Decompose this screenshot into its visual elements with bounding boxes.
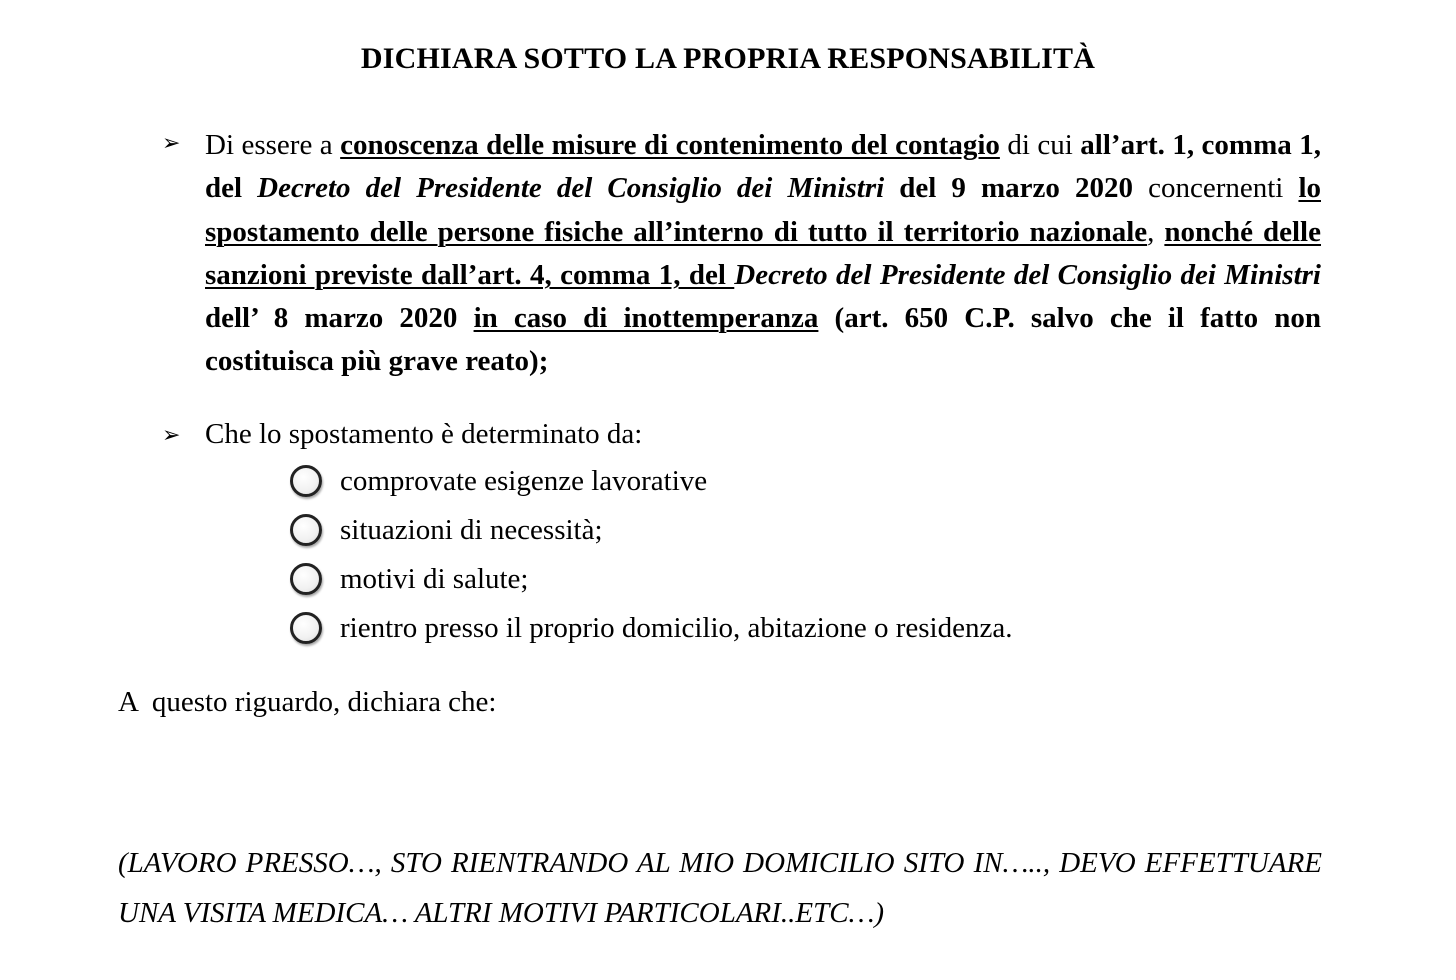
text-run: del 9 marzo 2020 <box>884 172 1133 205</box>
text-run: (art. 650 C.P. salvo che il fatto non costituisca più grave reato); <box>205 302 1321 378</box>
movement-reason-intro: Che lo spostamento è determinato da: <box>205 418 643 450</box>
text-run: di cui <box>999 129 1081 161</box>
text-run: dell’ 8 marzo 2020 <box>205 302 474 335</box>
reason-option <box>290 608 1012 648</box>
radio-button[interactable] <box>290 612 322 644</box>
example-reasons-note: (LAVORO PRESSO…, STO RIENTRANDO AL MIO DOMICILIO SITO IN….., DEVO EFFETTUARE UNA VISITA MEDICA… ALTRI MOTIVI PARTICOLARI..ETC…) <box>118 847 1322 929</box>
text-run: Decreto del Presidente del Consiglio dei Ministri <box>734 258 1321 291</box>
reason-option-label: rientro presso il proprio domicilio, abitazione o residenza. <box>340 611 1013 644</box>
reason-option <box>290 510 603 550</box>
text-run: all’art. 1, comma 1, del <box>205 129 1321 205</box>
reason-option-label: situazioni di necessità; <box>340 513 603 546</box>
text-run: Decreto del Presidente del Consiglio dei Ministri <box>257 172 885 205</box>
reason-option <box>290 559 529 599</box>
page-title: DICHIARA SOTTO LA PROPRIA RESPONSABILITÀ <box>360 42 1096 75</box>
arrow-bullet-icon: ➢ <box>162 130 181 155</box>
radio-button[interactable] <box>290 465 322 497</box>
radio-button[interactable] <box>290 563 322 595</box>
reason-option <box>290 461 707 501</box>
reason-option-label: comprovate esigenze lavorative <box>340 464 708 497</box>
text-run: , <box>1147 215 1165 248</box>
text-run: Di essere a <box>205 129 341 161</box>
text-run: concernenti <box>1133 172 1299 205</box>
declaration-knowledge-paragraph <box>205 124 1321 384</box>
regard-statement: A questo riguardo, dichiara che: <box>118 686 497 718</box>
reason-option-label: motivi di salute; <box>340 562 529 595</box>
text-run: in caso di inottemperanza <box>473 302 819 335</box>
text-run: nonché delle sanzioni previste dall’art. 4, comma 1, del <box>205 215 1321 291</box>
arrow-bullet-icon: ➢ <box>162 422 181 447</box>
text-run: conoscenza delle misure di contenimento del contagio <box>340 129 1000 161</box>
radio-button[interactable] <box>290 514 322 546</box>
text-run: lo spostamento delle persone fisiche all’interno di tutto il territorio nazionale <box>205 172 1321 248</box>
